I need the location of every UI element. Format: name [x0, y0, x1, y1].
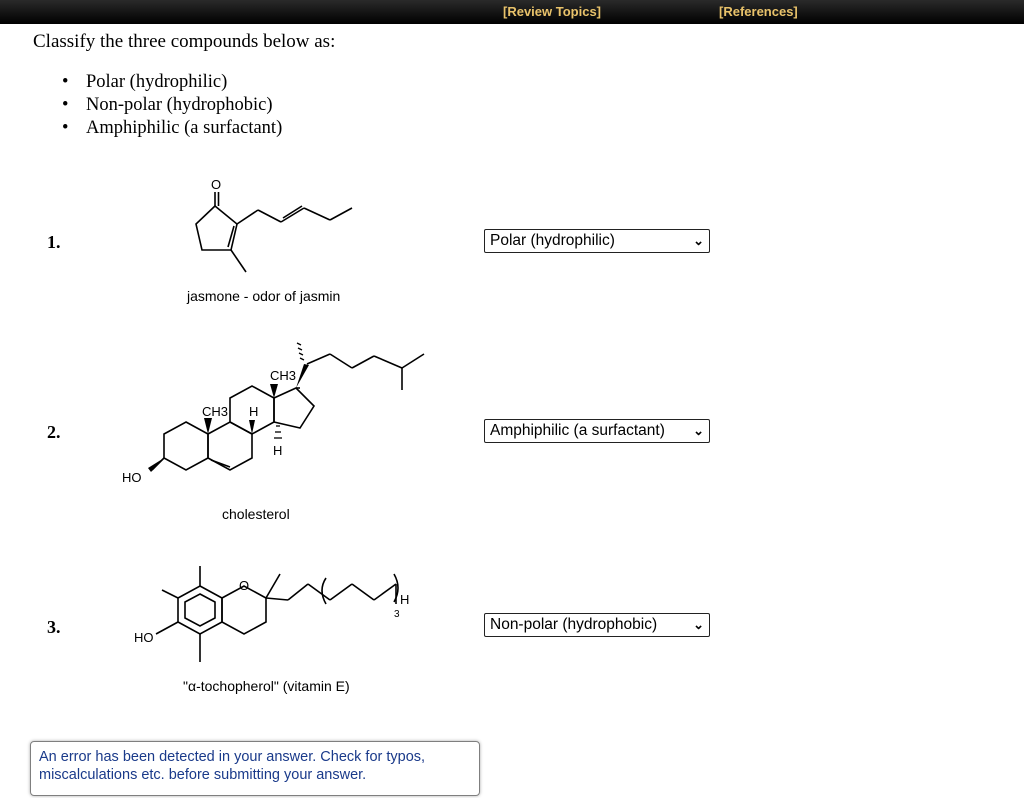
- question-number-1: 1.: [47, 232, 61, 252]
- compound-1-selected-value: Polar (hydrophilic): [490, 232, 615, 249]
- category-polar: • Polar (hydrophilic): [62, 71, 282, 94]
- question-prompt: Classify the three compounds below as:: [33, 31, 336, 52]
- ch3-label-top: CH3: [270, 368, 297, 383]
- chevron-down-icon: ⌄: [693, 233, 704, 248]
- error-message: An error has been detected in your answer. Check for typos, miscalculations etc. before submitting your answer.: [39, 749, 426, 783]
- chevron-down-icon: ⌄: [693, 617, 704, 632]
- question-number-2: 2.: [47, 422, 61, 442]
- category-nonpolar: • Non-polar (hydrophobic): [62, 94, 282, 117]
- compound-3-select[interactable]: [484, 613, 710, 637]
- question-number-3: 3.: [47, 617, 61, 637]
- compound-2-caption: cholesterol: [222, 506, 290, 522]
- jasmone-structure: [180, 172, 370, 282]
- hydroxyl-label: HO: [122, 470, 142, 485]
- compound-2-select[interactable]: [484, 419, 710, 443]
- review-topics-link[interactable]: [Review Topics]: [503, 4, 602, 19]
- ring-oxygen-label: O: [239, 578, 250, 593]
- top-navigation-bar: [0, 0, 1024, 24]
- chevron-down-icon: ⌄: [693, 423, 704, 438]
- cholesterol-structure: [118, 340, 438, 490]
- carbonyl-oxygen-label: O: [211, 177, 222, 192]
- compound-1-select[interactable]: [484, 229, 710, 253]
- category-amphiphilic: • Amphiphilic (a surfactant): [62, 117, 282, 140]
- compound-3-caption: "α-tochopherol" (vitamin E): [183, 678, 350, 694]
- category-list: [62, 71, 282, 140]
- tocopherol-structure: [130, 560, 430, 670]
- compound-3-selected-value: Non-polar (hydrophobic): [490, 616, 658, 633]
- compound-2-selected-value: Amphiphilic (a surfactant): [490, 422, 665, 439]
- repeat-subscript-label: 3: [394, 609, 400, 620]
- hydroxyl-label: HO: [134, 630, 154, 645]
- ch3-label-mid: CH3: [202, 404, 229, 419]
- chain-h-label: H: [400, 592, 410, 607]
- h-label-upper: H: [249, 404, 259, 419]
- h-label-lower: H: [273, 443, 283, 458]
- compound-1-caption: jasmone - odor of jasmin: [187, 288, 341, 304]
- error-feedback-box: [30, 741, 480, 796]
- references-link[interactable]: [References]: [719, 4, 798, 19]
